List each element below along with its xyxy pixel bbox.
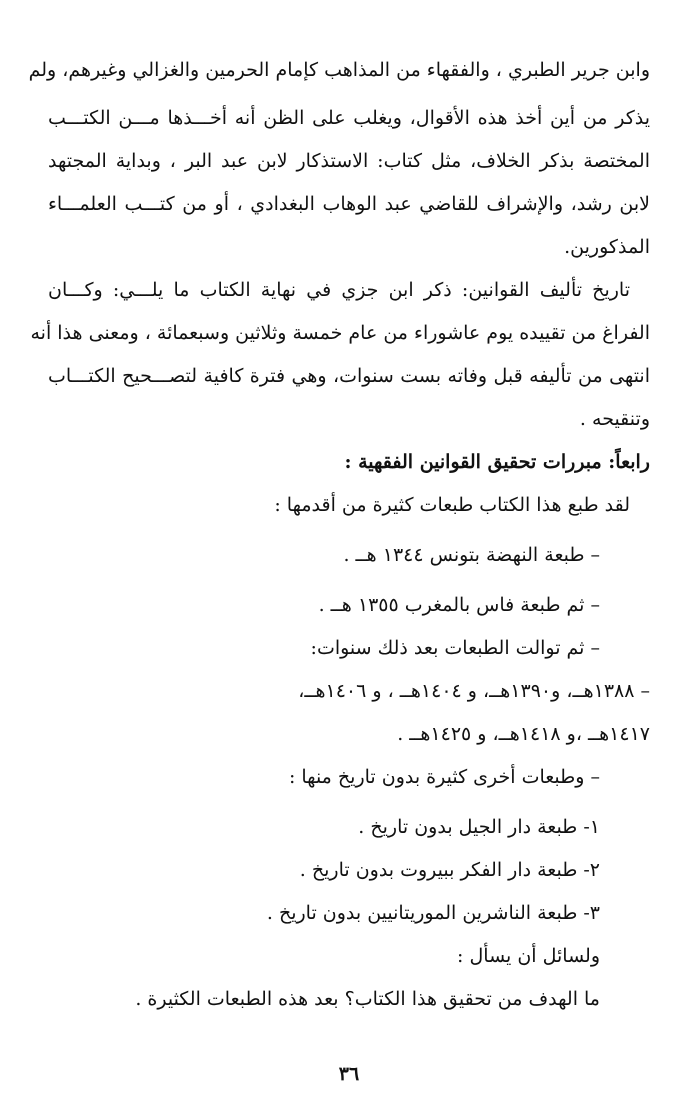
paragraph-line: يذكر من أين أخذ هذه الأقوال، ويغلب على الظن أنه أخـــذها مـــن الكتـــب <box>48 107 650 129</box>
page-number: ٣٦ <box>338 1063 360 1085</box>
paragraph-line: لابن رشد، والإشراف للقاضي عبد الوهاب البغدادي ، أو من كتـــب العلمـــاء <box>48 193 650 215</box>
list-item-continuation: ١٤١٧هــ ،و ١٤١٨هــ، و ١٤٢٥هــ . <box>397 723 650 745</box>
paragraph-line: المختصة بذكر الخلاف، مثل كتاب: الاستذكار لابن عبد البر ، وبداية المجتهد <box>48 150 650 172</box>
paragraph-line: المذكورين. <box>564 236 650 258</box>
paragraph-line: تاريخ تأليف القوانين: ذكر ابن جزي في نهاية الكتاب ما يلـــي: وكـــان <box>48 279 630 301</box>
paragraph-line: ما الهدف من تحقيق هذا الكتاب؟ بعد هذه الطبعات الكثيرة . <box>135 988 600 1010</box>
paragraph-line: الفراغ من تقييده يوم عاشوراء من عام خمسة وثلاثين وسبعمائة ، ومعنى هذا أنه <box>30 322 650 344</box>
paragraph-line: انتهى من تأليفه قبل وفاته بست سنوات، وهي فترة كافية لتصـــحيح الكتـــاب <box>48 365 650 387</box>
numbered-item: ١- طبعة دار الجيل بدون تاريخ . <box>358 816 600 838</box>
list-item: – وطبعات أخرى كثيرة بدون تاريخ منها : <box>288 766 600 788</box>
paragraph-line: وابن جرير الطبري ، والفقهاء من المذاهب كإمام الحرمين والغزالي وغيرهم، ولم <box>28 59 650 81</box>
paragraph-line: لقد طبع هذا الكتاب طبعات كثيرة من أقدمها : <box>274 494 630 516</box>
numbered-item: ٢- طبعة دار الفكر ببيروت بدون تاريخ . <box>299 859 600 881</box>
section-heading: رابعاً: مبررات تحقيق القوانين الفقهية : <box>344 451 650 473</box>
list-item: – ١٣٨٨هــ، و١٣٩٠هــ، و ١٤٠٤هــ ، و ١٤٠٦هــ، <box>298 680 650 702</box>
numbered-item: ٣- طبعة الناشرين الموريتانيين بدون تاريخ . <box>266 902 600 924</box>
paragraph-line: ولسائل أن يسأل : <box>457 945 600 967</box>
list-item: – طبعة النهضة بتونس ١٣٤٤ هــ . <box>343 544 600 566</box>
paragraph-line: وتنقيحه . <box>579 408 650 430</box>
list-item: – ثم توالت الطبعات بعد ذلك سنوات: <box>310 637 600 659</box>
list-item: – ثم طبعة فاس بالمغرب ١٣٥٥ هــ . <box>318 594 600 616</box>
